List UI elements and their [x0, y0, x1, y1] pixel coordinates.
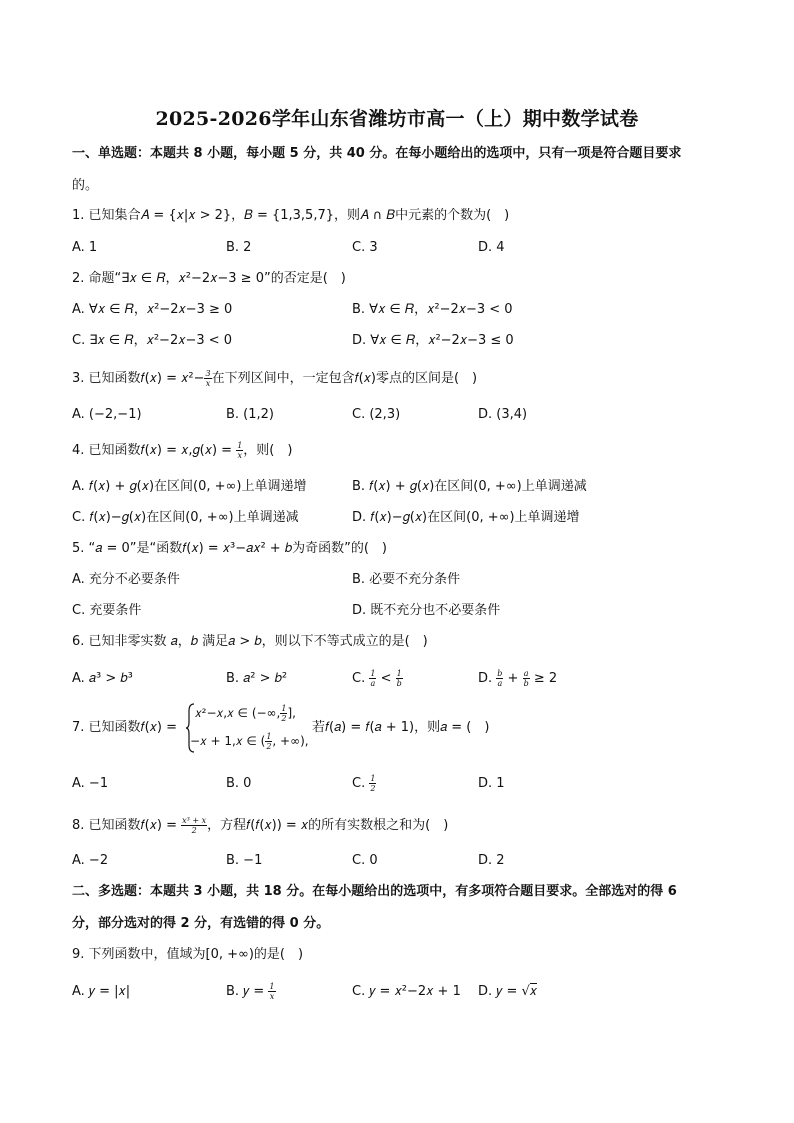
question-8-stem — [72, 816, 448, 836]
question-1-stem: 1. 已知集合𝐴 = {𝑥|𝑥 > 2}，𝐵 = {1,3,5,7}，则𝐴 ∩ 𝐵中元素的个数为( ) — [72, 208, 510, 223]
q2-option-c: C. ∃𝑥 ∈ 𝑅，𝑥²−2𝑥−3 < 0 — [72, 333, 233, 348]
question-6-stem: 6. 已知非零实数 𝑎，𝑏 满足𝑎 > 𝑏，则以下不等式成立的是( ) — [72, 634, 428, 649]
q4-fraction: $\frac{1}{\text{𝑥}}$ — [237, 441, 243, 460]
q4-stem-pre: 4. 已知函数𝑓(𝑥) = 𝑥,𝑔(𝑥) = — [72, 443, 237, 458]
q6-option-d: D. $\frac{\text{𝑏}}{\text{𝑎}}$ + $\frac{\text{𝑎}}{\text{𝑏}}$ ≥ 2 — [478, 669, 558, 688]
q2-option-d: D. ∀𝑥 ∈ 𝑅，𝑥²−2𝑥−3 ≤ 0 — [352, 333, 514, 348]
q3-fraction: $\frac{3}{\text{𝑥}}$ — [205, 369, 211, 388]
q3-option-d: D. (3,4) — [478, 407, 528, 422]
question-9-stem: 9. 下列函数中，值域为[0, +∞)的是( ) — [72, 947, 304, 962]
q4-stem-post: ，则( ) — [243, 443, 293, 458]
q8-option-d: D. 2 — [478, 853, 505, 868]
q7-case1-fraction: $\frac{1}{2}$ — [281, 704, 287, 723]
q3-option-c: C. (2,3) — [352, 407, 401, 422]
q7-case-1: 𝑥²−𝑥,𝑥 ∈ (−∞, $\frac{1}{2}$ ], — [195, 704, 296, 723]
q7-option-a: A. −1 — [72, 776, 109, 791]
section-2-header — [72, 876, 722, 940]
q1-option-d: D. 4 — [478, 240, 505, 255]
q5-option-d: D. 既不充分也不必要条件 — [352, 603, 501, 618]
q3-stem-pre: 3. 已知函数𝑓(𝑥) = 𝑥²− — [72, 371, 205, 386]
q1-option-a: A. 1 — [72, 240, 98, 255]
section-1-line-1: 一、单选题：本题共 8 小题，每小题 5 分，共 40 分。在每小题给出的选项中，只有一项是符合题目要求 — [72, 146, 682, 161]
q7-option-d: D. 1 — [478, 776, 505, 791]
q8-option-a: A. −2 — [72, 853, 109, 868]
q5-option-a: A. 充分不必要条件 — [72, 572, 180, 587]
q5-option-c: C. 充要条件 — [72, 603, 142, 618]
q8-stem-pre: 8. 已知函数𝑓(𝑥) = — [72, 818, 182, 833]
q7-stem-pre: 7. 已知函数𝑓(𝑥) = — [72, 720, 177, 735]
q4-option-d: D. 𝑓(𝑥)−𝑔(𝑥)在区间(0, +∞)上单调递增 — [352, 510, 580, 525]
q5-option-b: B. 必要不充分条件 — [352, 572, 461, 587]
q6-c-fraction-1: $\frac{1}{\text{𝑎}}$ — [370, 669, 376, 688]
question-4-stem — [72, 441, 292, 461]
q6-option-a: A. 𝑎³ > 𝑏³ — [72, 671, 133, 686]
question-5-stem: 5. “𝑎 = 0”是“函数𝑓(𝑥) = 𝑥³−𝑎𝑥² + 𝑏为奇函数”的( ) — [72, 541, 387, 556]
q7-option-b: B. 0 — [226, 776, 252, 791]
q6-option-b: B. 𝑎² > 𝑏² — [226, 671, 288, 686]
q9-option-d: D. 𝑦 = √𝑥 — [478, 984, 538, 999]
section-1-header — [72, 138, 722, 202]
q6-d-fraction-2: $\frac{\text{𝑎}}{\text{𝑏}}$ — [523, 669, 529, 688]
q8-option-b: B. −1 — [226, 853, 263, 868]
q7-case2-fraction: $\frac{1}{2}$ — [266, 732, 272, 751]
question-2-stem: 2. 命题“∃𝑥 ∈ 𝑅，𝑥²−2𝑥−3 ≥ 0”的否定是( ) — [72, 271, 346, 286]
q4-option-c: C. 𝑓(𝑥)−𝑔(𝑥)在区间(0, +∞)上单调递减 — [72, 510, 299, 525]
q1-option-b: B. 2 — [226, 240, 252, 255]
section-2-line-1: 二、多选题：本题共 3 小题，共 18 分。在每小题给出的选项中，有多项符合题目要求。全部选对的得 6 — [72, 884, 677, 899]
q3-option-b: B. (1,2) — [226, 407, 275, 422]
q1-option-c: C. 3 — [352, 240, 378, 255]
q3-stem-post: 在下列区间中，一定包含𝑓(𝑥)零点的区间是( ) — [211, 371, 478, 386]
q8-stem-post: ，方程𝑓(𝑓(𝑥)) = 𝑥的所有实数根之和为( ) — [207, 818, 449, 833]
section-1-line-2: 的。 — [72, 178, 99, 193]
q8-fraction: $\frac{\text{𝑥³ + 𝑥}}{2}$ — [182, 816, 207, 835]
q7-stem-post: 若𝑓(𝑎) = 𝑓(𝑎 + 1)，则𝑎 = ( ) — [312, 720, 490, 735]
q9-option-a: A. 𝑦 = |𝑥| — [72, 984, 131, 999]
q4-option-b: B. 𝑓(𝑥) + 𝑔(𝑥)在区间(0, +∞)上单调递减 — [352, 479, 587, 494]
q2-option-b: B. ∀𝑥 ∈ 𝑅，𝑥²−2𝑥−3 < 0 — [352, 302, 513, 317]
q6-d-fraction-1: $\frac{\text{𝑏}}{\text{𝑎}}$ — [497, 669, 503, 688]
page-title: 2025-2026学年山东省潍坊市高一（上）期中数学试卷 — [155, 108, 639, 130]
q3-option-a: A. (−2,−1) — [72, 407, 142, 422]
section-2-line-2: 分，部分选对的得 2 分，有选错的得 0 分。 — [72, 916, 330, 931]
q8-option-c: C. 0 — [352, 853, 378, 868]
q6-c-fraction-2: $\frac{1}{\text{𝑏}}$ — [396, 669, 402, 688]
q7-option-c: C. $\frac{1}{2}$ — [352, 774, 376, 793]
q4-option-a: A. 𝑓(𝑥) + 𝑔(𝑥)在区间(0, +∞)上单调递增 — [72, 479, 307, 494]
q9-option-c: C. 𝑦 = 𝑥²−2𝑥 + 1 — [352, 984, 461, 999]
q7-case-2: −𝑥 + 1,𝑥 ∈ ( $\frac{1}{2}$ , +∞), — [190, 732, 309, 751]
q7-c-fraction: $\frac{1}{2}$ — [370, 774, 376, 793]
q6-option-c: C. $\frac{1}{\text{𝑎}}$ < $\frac{1}{\text{𝑏}}$ — [352, 669, 402, 688]
q2-option-a: A. ∀𝑥 ∈ 𝑅，𝑥²−2𝑥−3 ≥ 0 — [72, 302, 233, 317]
q9-option-b: B. 𝑦 = $\frac{1}{\text{𝑥}}$ — [226, 982, 275, 1001]
q9-b-fraction: $\frac{1}{\text{𝑥}}$ — [269, 982, 275, 1001]
question-3-stem — [72, 369, 477, 389]
